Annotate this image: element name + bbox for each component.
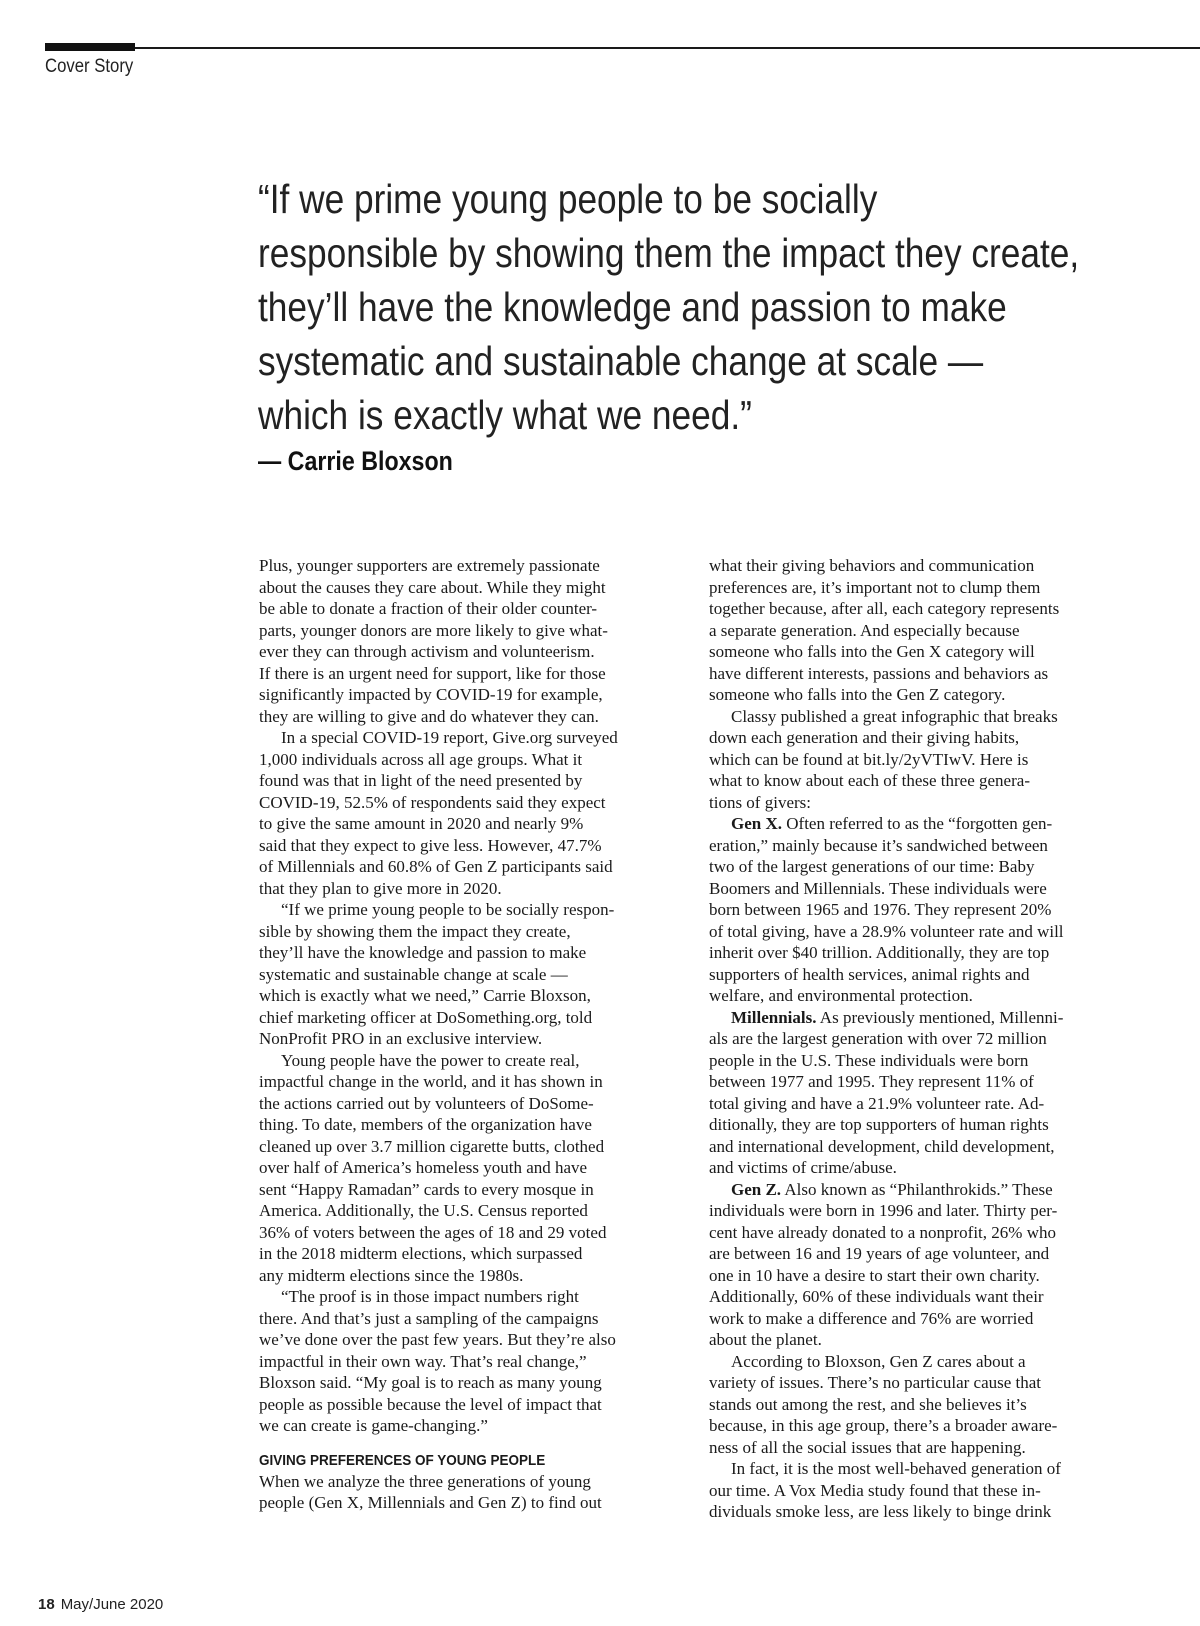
section-subhead: GIVING PREFERENCES OF YOUNG PEOPLE xyxy=(259,1451,546,1469)
text-line: In a special COVID-19 report, Give.org surveyed xyxy=(281,728,618,747)
text-line: down each generation and their giving habits, xyxy=(709,728,1020,747)
text-line: total giving and have a 21.9% volunteer rate. Ad- xyxy=(709,1093,1045,1113)
text-line: sent “Happy Ramadan” cards to every mosque in xyxy=(259,1179,594,1199)
pull-quote-line: systematic and sustainable change at scale — xyxy=(258,338,984,384)
text-line: In fact, it is the most well-behaved generation of xyxy=(731,1459,1061,1478)
article-column-left xyxy=(259,555,689,1514)
text-line: sible by showing them the impact they create, xyxy=(259,921,571,941)
text-line: together because, after all, each category represents xyxy=(709,599,1060,618)
text-line: parts, younger donors are more likely to give what- xyxy=(259,620,608,640)
text-line: which is exactly what we need,” Carrie Bloxson, xyxy=(259,986,591,1005)
text-line: systematic and sustainable change at scale — xyxy=(259,964,568,984)
text-line: which can be found at bit.ly/2yVTIwV. Here is xyxy=(709,749,1029,769)
text-line: someone who falls into the Gen Z category. xyxy=(709,685,1006,704)
text-line: individuals were born in 1996 and later. Thirty per- xyxy=(709,1201,1058,1220)
text-line: variety of issues. There’s no particular cause that xyxy=(709,1373,1042,1392)
text-line: ditionally, they are top supporters of human rights xyxy=(709,1115,1049,1134)
text-line: and international development, child development, xyxy=(709,1136,1055,1156)
text-line: our time. A Vox Media study found that these in- xyxy=(709,1480,1041,1500)
article-column-right xyxy=(709,555,1139,1523)
text-line: two of the largest generations of our time: Baby xyxy=(709,857,1035,876)
text-fragment: Also known as “Philanthrokids.” These xyxy=(781,1179,1053,1199)
text-line: they’ll have the knowledge and passion to make xyxy=(259,943,587,962)
text-fragment: Often referred to as the “forgotten gen- xyxy=(782,814,1053,833)
paragraph xyxy=(709,706,1139,814)
text-line: impactful in their own way. That’s real change,” xyxy=(259,1351,587,1371)
paragraph xyxy=(709,555,1139,706)
text-line: between 1977 and 1995. They represent 11% of xyxy=(709,1072,1034,1091)
text-line: Plus, younger supporters are extremely passionate xyxy=(259,556,600,575)
text-line: people in the U.S. These individuals were born xyxy=(709,1050,1029,1070)
pull-quote-line: which is exactly what we need.” xyxy=(258,392,752,438)
text-line: about the planet. xyxy=(709,1330,822,1349)
text-line: said that they expect to give less. However, 47.7% xyxy=(259,835,602,855)
text-line: about the causes they care about. While they might xyxy=(259,577,606,597)
text-line: any midterm elections since the 1980s. xyxy=(259,1265,524,1285)
paragraph xyxy=(259,899,689,1050)
text-line: According to Bloxson, Gen Z cares about a xyxy=(731,1351,1026,1371)
millennials-lead: Millennials. xyxy=(731,1007,817,1027)
text-fragment: As previously mentioned, Millenni- xyxy=(816,1007,1064,1027)
text-line xyxy=(709,1179,1139,1201)
text-line: someone who falls into the Gen X category will xyxy=(709,642,1035,661)
text-line: cleaned up over 3.7 million cigarette butts, clothed xyxy=(259,1136,605,1156)
pull-quote-line: they’ll have the knowledge and passion to make xyxy=(258,284,1007,330)
paragraph-gen-x xyxy=(709,813,1139,1007)
header-rule xyxy=(45,47,1200,49)
pull-quote-line: “If we prime young people to be socially xyxy=(258,176,878,222)
text-line: “If we prime young people to be socially respon- xyxy=(281,900,615,919)
paragraph xyxy=(709,1458,1139,1523)
text-line: preferences are, it’s important not to clump them xyxy=(709,577,1041,597)
header-rule-accent xyxy=(45,43,135,51)
text-line xyxy=(709,813,1139,835)
paragraph xyxy=(709,1351,1139,1459)
text-line: Young people have the power to create real, xyxy=(281,1050,580,1070)
text-line: be able to donate a fraction of their older counter- xyxy=(259,599,598,618)
paragraph xyxy=(259,555,689,727)
text-line: the actions carried out by volunteers of DoSome- xyxy=(259,1093,594,1113)
page-footer xyxy=(38,1596,163,1613)
text-line: dividuals smoke less, are less likely to binge drink xyxy=(709,1502,1052,1521)
paragraph xyxy=(259,1471,689,1514)
gen-x-lead: Gen X. xyxy=(731,814,782,833)
text-line: work to make a difference and 76% are worried xyxy=(709,1308,1034,1328)
pull-quote xyxy=(258,172,1080,442)
text-line: “The proof is in those impact numbers right xyxy=(281,1287,579,1306)
text-line: they are willing to give and do whatever they can. xyxy=(259,706,599,726)
gen-z-lead: Gen Z. xyxy=(731,1179,782,1199)
text-line: over half of America’s homeless youth and have xyxy=(259,1158,588,1177)
text-line: ever they can through activism and volunteerism. xyxy=(259,642,595,661)
text-line: because, in this age group, there’s a broader aware- xyxy=(709,1416,1058,1435)
text-line: chief marketing officer at DoSomething.org, told xyxy=(259,1007,593,1027)
issue-date: May/June 2020 xyxy=(60,1596,164,1613)
paragraph-gen-z xyxy=(709,1179,1139,1351)
text-line: people (Gen X, Millennials and Gen Z) to find out xyxy=(259,1493,602,1512)
text-line: Additionally, 60% of these individuals want their xyxy=(709,1287,1044,1306)
text-line: in the 2018 midterm elections, which surpassed xyxy=(259,1244,583,1263)
text-line: Classy published a great infographic that breaks xyxy=(731,706,1058,726)
text-line: of total giving, have a 28.9% volunteer rate and will xyxy=(709,921,1064,941)
text-line: thing. To date, members of the organization have xyxy=(259,1115,592,1134)
text-line: we can create is game-changing.” xyxy=(259,1416,488,1435)
text-line: tions of givers: xyxy=(709,792,811,812)
text-line: have different interests, passions and behaviors as xyxy=(709,663,1049,683)
text-line: If there is an urgent need for support, like for those xyxy=(259,663,606,683)
text-line: a separate generation. And especially because xyxy=(709,620,1020,640)
pull-quote-attribution: — Carrie Bloxson xyxy=(258,446,453,476)
text-line: welfare, and environmental protection. xyxy=(709,986,973,1005)
text-line: COVID-19, 52.5% of respondents said they expect xyxy=(259,792,606,812)
page-number: 18 xyxy=(38,1596,55,1613)
text-line: found was that in light of the need presented by xyxy=(259,771,583,790)
text-line: are between 16 and 19 years of age volunteer, and xyxy=(709,1244,1050,1263)
paragraph xyxy=(259,1050,689,1287)
text-line: NonProfit PRO in an exclusive interview. xyxy=(259,1029,543,1048)
text-line: significantly impacted by COVID-19 for example, xyxy=(259,685,603,704)
text-line: inherit over $40 trillion. Additionally, they are top xyxy=(709,943,1050,962)
section-label: Cover Story xyxy=(45,56,134,77)
text-line: born between 1965 and 1976. They represent 20% xyxy=(709,900,1052,919)
text-line: we’ve done over the past few years. But they’re also xyxy=(259,1330,616,1349)
text-line: stands out among the rest, and she believes it’s xyxy=(709,1394,1027,1414)
text-line: to give the same amount in 2020 and nearly 9% xyxy=(259,814,584,833)
text-line: and victims of crime/abuse. xyxy=(709,1158,897,1177)
text-line: what their giving behaviors and communication xyxy=(709,556,1035,575)
text-line: eration,” mainly because it’s sandwiched between xyxy=(709,835,1048,855)
text-line: When we analyze the three generations of young xyxy=(259,1471,591,1491)
text-line: there. And that’s just a sampling of the campaigns xyxy=(259,1308,599,1328)
text-line: Bloxson said. “My goal is to reach as many young xyxy=(259,1373,602,1392)
paragraph-millennials xyxy=(709,1007,1139,1179)
text-line: of Millennials and 60.8% of Gen Z participants said xyxy=(259,857,613,876)
text-line: America. Additionally, the U.S. Census reported xyxy=(259,1201,588,1220)
text-line: that they plan to give more in 2020. xyxy=(259,878,502,898)
text-line: cent have already donated to a nonprofit, 26% who xyxy=(709,1222,1056,1242)
paragraph xyxy=(259,727,689,899)
pull-quote-line: responsible by showing them the impact they create, xyxy=(258,230,1080,276)
text-line: impactful change in the world, and it has shown in xyxy=(259,1072,603,1091)
text-line xyxy=(709,1007,1139,1029)
text-line: 1,000 individuals across all age groups. What it xyxy=(259,749,583,769)
text-line: supporters of health services, animal rights and xyxy=(709,964,1030,984)
text-line: als are the largest generation with over 72 million xyxy=(709,1029,1047,1048)
paragraph xyxy=(259,1286,689,1437)
text-line: 36% of voters between the ages of 18 and 29 voted xyxy=(259,1222,607,1242)
text-line: Boomers and Millennials. These individuals were xyxy=(709,878,1047,898)
text-line: people as possible because the level of impact that xyxy=(259,1394,602,1414)
text-line: what to know about each of these three genera- xyxy=(709,771,1030,790)
text-line: ness of all the social issues that are happening. xyxy=(709,1437,1026,1457)
text-line: one in 10 have a desire to start their own charity. xyxy=(709,1265,1040,1285)
